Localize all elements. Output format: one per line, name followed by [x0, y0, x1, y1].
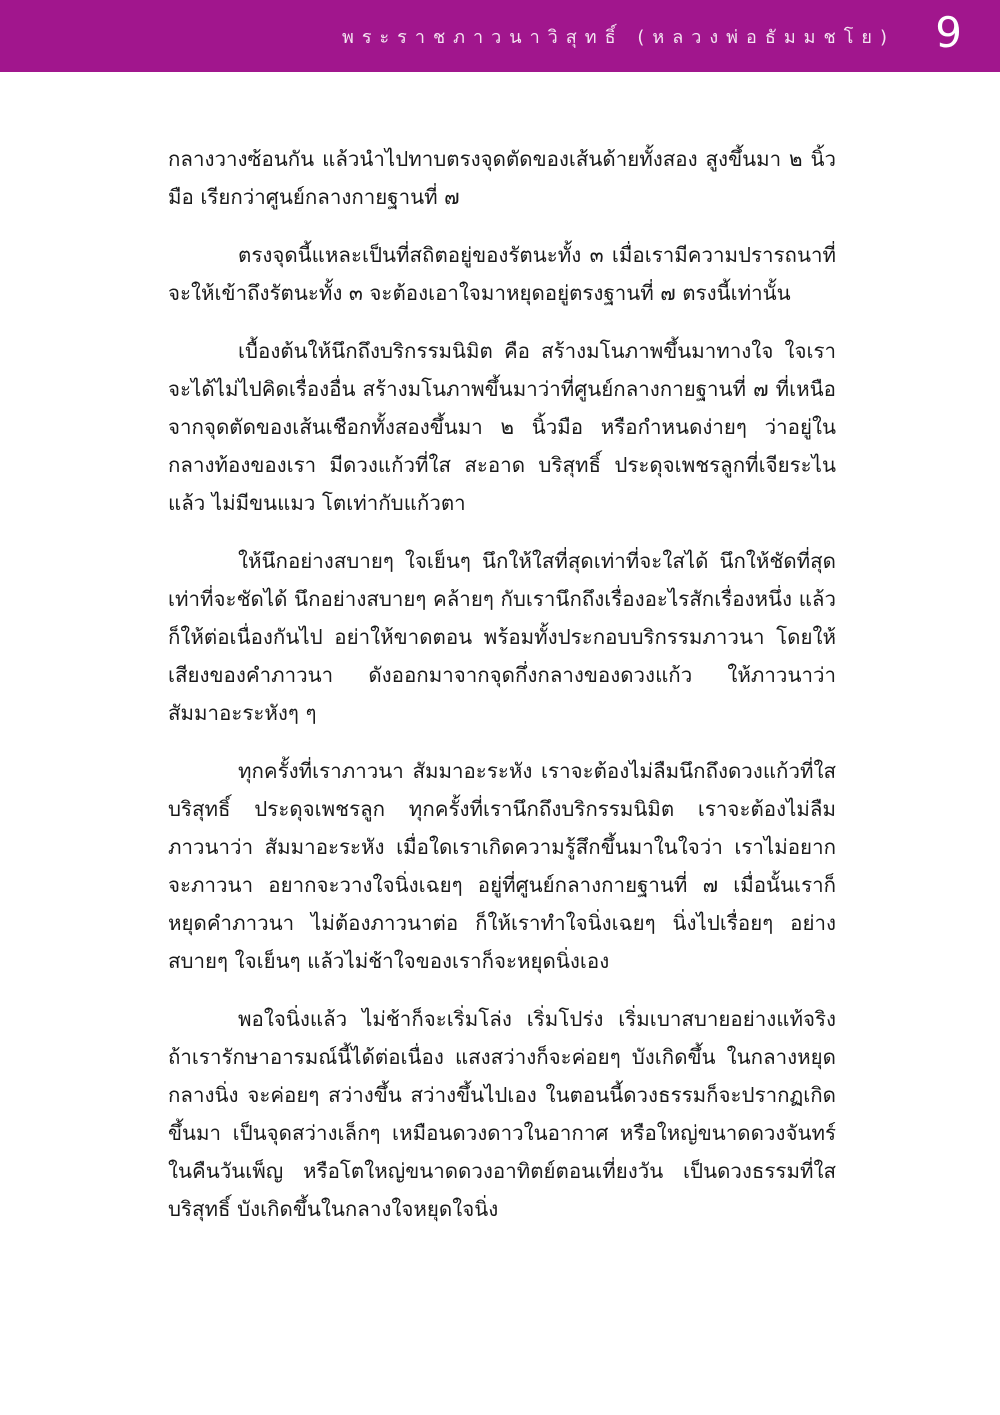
paragraph-6: พอใจนิ่งแล้ว ไม่ช้าก็จะเริ่มโล่ง เริ่มโปร่ง เริ่มเบาสบายอย่างแท้จริง ถ้าเรารักษาอารมณ์นี้ได้ต่อเนื่อง แสงสว่างก็จะค่อยๆ บังเกิดขึ้น ในกลางหยุดกลางนิ่ง จะค่อยๆ สว่างขึ้น สว่างขึ้นไปเอง ในตอนนี้ดวงธรรมก็จะปรากฏเกิดขึ้นมา เป็นจุดสว่างเล็กๆ เหมือนดวงดาวในอากาศ หรือใหญ่ขนาดดวงจันทร์ในคืนวันเพ็ญ หรือโตใหญ่ขนาดดวงอาทิตย์ตอนเที่ยงวัน เป็นดวงธรรมที่ใสบริสุทธิ์ บังเกิดขึ้นในกลางใจหยุดใจนิ่ง: [168, 1007, 836, 1221]
page-body: [168, 140, 836, 1248]
running-title: พระราชภาวนาวิสุทธิ์ (หลวงพ่อธัมมชโย): [341, 27, 895, 48]
page-number: 9: [935, 8, 962, 57]
paragraph-2: ตรงจุดนี้แหละเป็นที่สถิตอยู่ของรัตนะทั้ง ๓ เมื่อเรามีความปรารถนาที่จะให้เข้าถึงรัตนะทั้ง ๓ จะต้องเอาใจมาหยุดอยู่ตรงฐานที่ ๗ ตรงนี้เท่านั้น: [168, 243, 836, 305]
paragraph-3: เบื้องต้นให้นึกถึงบริกรรมนิมิต คือ สร้างมโนภาพขึ้นมาทางใจ ใจเราจะได้ไม่ไปคิดเรื่องอื่น สร้างมโนภาพขึ้นมาว่าที่ศูนย์กลางกายฐานที่ ๗ ที่เหนือจากจุดตัดของเส้นเชือกทั้งสองขึ้นมา ๒ นิ้วมือ หรือกำหนดง่ายๆ ว่าอยู่ในกลางท้องของเรา มีดวงแก้วที่ใส สะอาด บริสุทธิ์ ประดุจเพชรลูกที่เจียระไนแล้ว ไม่มีขนแมว โตเท่ากับแก้วตา: [168, 339, 836, 515]
paragraph-5: ทุกครั้งที่เราภาวนา สัมมาอะระหัง เราจะต้องไม่ลืมนึกถึงดวงแก้วที่ใสบริสุทธิ์ ประดุจเพชรลูก ทุกครั้งที่เรานึกถึงบริกรรมนิมิต เราจะต้องไม่ลืมภาวนาว่า สัมมาอะระหัง เมื่อใดเราเกิดความรู้สึกขึ้นมาในใจว่า เราไม่อยากจะภาวนา อยากจะวางใจนิ่งเฉยๆ อยู่ที่ศูนย์กลางกายฐานที่ ๗ เมื่อนั้นเราก็หยุดคำภาวนา ไม่ต้องภาวนาต่อ ก็ให้เราทำใจนิ่งเฉยๆ นิ่งไปเรื่อยๆ อย่างสบายๆ ใจเย็นๆ แล้วไม่ช้าใจของเราก็จะหยุดนิ่งเอง: [168, 759, 836, 973]
paragraph-4: ให้นึกอย่างสบายๆ ใจเย็นๆ นึกให้ใสที่สุดเท่าที่จะใสได้ นึกให้ชัดที่สุดเท่าที่จะชัดได้ นึกอย่างสบายๆ คล้ายๆ กับเรานึกถึงเรื่องอะไรสักเรื่องหนึ่ง แล้วก็ให้ต่อเนื่องกันไป อย่าให้ขาดตอน พร้อมทั้งประกอบบริกรรมภาวนา โดยให้เสียงของคำภาวนา ดังออกมาจากจุดกึ่งกลางของดวงแก้ว ให้ภาวนาว่า สัมมาอะระหังๆ ๆ: [168, 549, 836, 725]
header-band: [0, 0, 1000, 72]
paragraph-1: กลางวางซ้อนกัน แล้วนำไปทาบตรงจุดตัดของเส้นด้ายทั้งสอง สูงขึ้นมา ๒ นิ้วมือ เรียกว่าศูนย์กลางกายฐานที่ ๗: [168, 147, 836, 209]
